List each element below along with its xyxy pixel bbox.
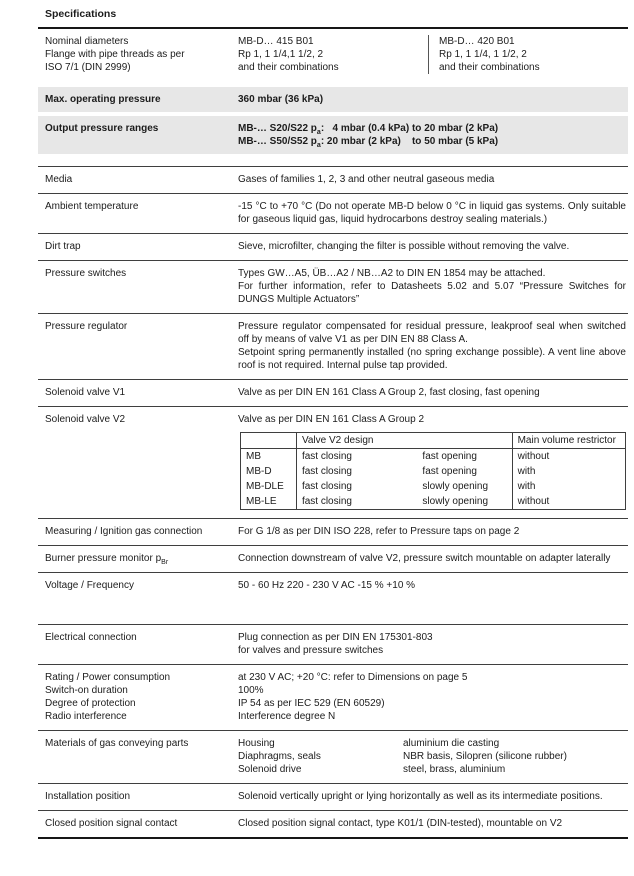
label-measuring-ignition: Measuring / Ignition gas connection: [45, 526, 203, 537]
material-name: aluminium die casting: [403, 738, 500, 749]
cell-model: MB-D: [241, 464, 297, 479]
value-line: Rp 1, 1 1/4,1 1/2, 2: [238, 49, 324, 60]
label-line: Nominal diameters: [45, 36, 129, 47]
label-pressure-switches: Pressure switches: [45, 268, 127, 279]
value-max-operating-pressure: 360 mbar (36 kPa): [238, 94, 324, 105]
label-burner-pressure-monitor: [38, 552, 238, 565]
cell-opening: slowly opening: [422, 496, 489, 507]
table-row: [241, 449, 626, 465]
label-nominal-diameters: [38, 35, 238, 74]
subscript-br: Br: [161, 559, 169, 566]
value-closed-position-signal: Closed position signal contact, type K01/1 (DIN-tested), mountable on V2: [238, 818, 563, 829]
cell-restrictor: with: [512, 479, 625, 494]
cell-restrictor: with: [512, 464, 625, 479]
value-output-pressure-ranges: [238, 122, 628, 148]
label-max-operating-pressure: Max. operating pressure: [45, 94, 161, 105]
label-solenoid-valve-v2: Solenoid valve V2: [45, 414, 126, 425]
material-part: Solenoid drive: [238, 764, 302, 775]
cell-opening: slowly opening: [422, 481, 489, 492]
label-dirt-trap: Dirt trap: [45, 241, 81, 252]
value-line: and their combinations: [238, 62, 339, 73]
material-part: Diaphragms, seals: [238, 751, 321, 762]
table-row: [241, 494, 626, 510]
value-solenoid-valve-v2: [238, 413, 628, 511]
value-nominal-diameters: [238, 35, 628, 74]
output-pressure-line-s20: [238, 122, 626, 135]
label-line: Flange with pipe threads as per: [45, 49, 185, 60]
label-materials: Materials of gas conveying parts: [45, 738, 189, 749]
range-prefix: MB-… S20/S22 p: [238, 123, 317, 134]
table-header-row: [241, 433, 626, 449]
value-burner-pressure-monitor: Connection downstream of valve V2, pressure switch mountable on adapter laterally: [238, 553, 611, 564]
cell-restrictor: without: [512, 449, 625, 465]
output-pressure-line-s50: [238, 135, 626, 148]
spec-row-installation-position: [38, 784, 628, 811]
range-values: : 20 mbar (2 kPa) to 50 mbar (5 kPa): [320, 136, 499, 147]
value-installation-position: Solenoid vertically upright or lying horizontally as well as its intermediate positions.: [238, 791, 603, 802]
label-media: Media: [45, 174, 73, 185]
label-line: Radio interference: [45, 711, 127, 722]
value-materials: [238, 737, 628, 776]
specifications-sheet: [38, 8, 628, 839]
spec-row-rating-power: [38, 665, 628, 731]
cell-model: MB: [241, 449, 297, 465]
label-installation-position: Installation position: [45, 791, 131, 802]
label-voltage-frequency: Voltage / Frequency: [45, 580, 134, 591]
table-row: [241, 464, 626, 479]
regulator-paragraph-1: Pressure regulator compensated for residual pressure, leakproof seal when switched off by means of valve V1 as per DIN EN 88 Class A.: [238, 321, 626, 345]
label-ambient-temperature: Ambient temperature: [45, 201, 139, 212]
spec-row-solenoid-valve-v1: [38, 380, 628, 407]
value-line: MB-D… 415 B01: [238, 36, 314, 47]
label-text: Burner pressure monitor p: [45, 553, 162, 564]
spec-row-voltage-frequency: [38, 573, 628, 625]
cell-model: MB-LE: [241, 494, 297, 510]
value-rating-power: [238, 671, 628, 723]
spec-row-max-operating-pressure: [38, 87, 628, 112]
pressure-switches-reference: For further information, refer to Datasheets 5.02 and 5.07 “Pressure Switches for DUNGS Multiple Actuators”: [238, 281, 626, 305]
spec-row-media: [38, 166, 628, 194]
value-line: 100%: [238, 685, 264, 696]
value-solenoid-valve-v1: Valve as per DIN EN 161 Class A Group 2, fast closing, fast opening: [238, 387, 540, 398]
value-line: Interference degree N: [238, 711, 336, 722]
label-line: Rating / Power consumption: [45, 672, 171, 683]
label-electrical-connection: Electrical connection: [45, 632, 137, 643]
material-item: [238, 763, 626, 776]
spec-row-burner-pressure-monitor: [38, 546, 628, 573]
material-name: NBR basis, Silopren (silicone rubber): [403, 751, 567, 762]
value-line: for valves and pressure switches: [238, 645, 384, 656]
label-line: Degree of protection: [45, 698, 136, 709]
label-solenoid-valve-v1: Solenoid valve V1: [45, 387, 126, 398]
page-title: Specifications: [38, 8, 628, 29]
spec-row-measuring-ignition: [38, 519, 628, 546]
value-voltage-frequency: 50 - 60 Hz 220 - 230 V AC -15 % +10 %: [238, 580, 416, 591]
value-line: MB-D… 420 B01: [439, 36, 515, 47]
range-values: : 4 mbar (0.4 kPa) to 20 mbar (2 kPa): [320, 123, 499, 134]
spec-row-nominal-diameters: [38, 29, 628, 81]
value-line: Plug connection as per DIN EN 175301-803: [238, 632, 433, 643]
solenoid-valve-v2-standard: Valve as per DIN EN 161 Class A Group 2: [238, 414, 425, 425]
material-name: steel, brass, aluminium: [403, 764, 506, 775]
value-line: IP 54 as per IEC 529 (EN 60529): [238, 698, 385, 709]
bottom-rule: [38, 837, 628, 839]
spec-row-materials: [38, 731, 628, 784]
value-electrical-connection: [238, 631, 628, 657]
subscript-a: a: [316, 129, 321, 136]
spec-row-output-pressure-ranges: [38, 116, 628, 154]
range-prefix: MB-… S50/S52 p: [238, 136, 317, 147]
cell-opening: fast opening: [422, 451, 477, 462]
subscript-a: a: [316, 142, 321, 149]
label-pressure-regulator: Pressure regulator: [45, 321, 128, 332]
header-main-volume-restrictor: Main volume restrictor: [512, 433, 625, 449]
label-closed-position-signal: Closed position signal contact: [45, 818, 178, 829]
spec-row-ambient-temperature: [38, 194, 628, 234]
variant-420-column: [428, 35, 626, 74]
spec-row-dirt-trap: [38, 234, 628, 261]
label-line: Switch-on duration: [45, 685, 128, 696]
value-line: Rp 1, 1 1/4, 1 1/2, 2: [439, 49, 527, 60]
material-part: Housing: [238, 738, 275, 749]
header-valve-v2-design: Valve V2 design: [296, 433, 512, 449]
cell-restrictor: without: [512, 494, 625, 510]
spec-row-pressure-switches: [38, 261, 628, 314]
value-line: and their combinations: [439, 62, 540, 73]
spec-row-electrical-connection: [38, 625, 628, 665]
label-rating-power: [38, 671, 238, 723]
header-empty-cell: [241, 433, 297, 449]
pressure-switches-types: Types GW…A5, ÜB…A2 / NB…A2 to DIN EN 1854 may be attached.: [238, 268, 546, 279]
cell-closing: fast closing: [301, 496, 352, 507]
value-media: Gases of families 1, 2, 3 and other neutral gaseous media: [238, 174, 495, 185]
value-pressure-switches: [238, 267, 628, 306]
spec-row-solenoid-valve-v2: [38, 407, 628, 519]
value-measuring-ignition: For G 1/8 as per DIN ISO 228, refer to Pressure taps on page 2: [238, 526, 520, 537]
variant-415-column: [238, 35, 428, 74]
cell-closing: fast closing: [301, 481, 352, 492]
cell-closing: fast closing: [301, 466, 352, 477]
value-line: at 230 V AC; +20 °C: refer to Dimensions on page 5: [238, 672, 468, 683]
label-line: ISO 7/1 (DIN 2999): [45, 62, 131, 73]
material-item: [238, 750, 626, 763]
cell-model: MB-DLE: [241, 479, 297, 494]
value-ambient-temperature: -15 °C to +70 °C (Do not operate MB-D below 0 °C in liquid gas systems. Only suitable for gaseous liquid gas, liquid hydrocarbons destroy sealing materials.): [238, 201, 626, 225]
value-pressure-regulator: [238, 320, 628, 372]
cell-closing: fast closing: [301, 451, 352, 462]
cell-opening: fast opening: [422, 466, 477, 477]
value-dirt-trap: Sieve, microfilter, changing the filter is possible without removing the valve.: [238, 241, 570, 252]
spec-row-pressure-regulator: [38, 314, 628, 380]
label-output-pressure-ranges: Output pressure ranges: [45, 123, 159, 134]
valve-v2-design-table: [240, 432, 626, 510]
table-row: [241, 479, 626, 494]
regulator-paragraph-2: Setpoint spring permanently installed (no spring exchange possible). A vent line above roof is not required. Internal pulse tap provided.: [238, 347, 626, 371]
spec-row-closed-position-signal: [38, 811, 628, 838]
material-item: [238, 737, 626, 750]
